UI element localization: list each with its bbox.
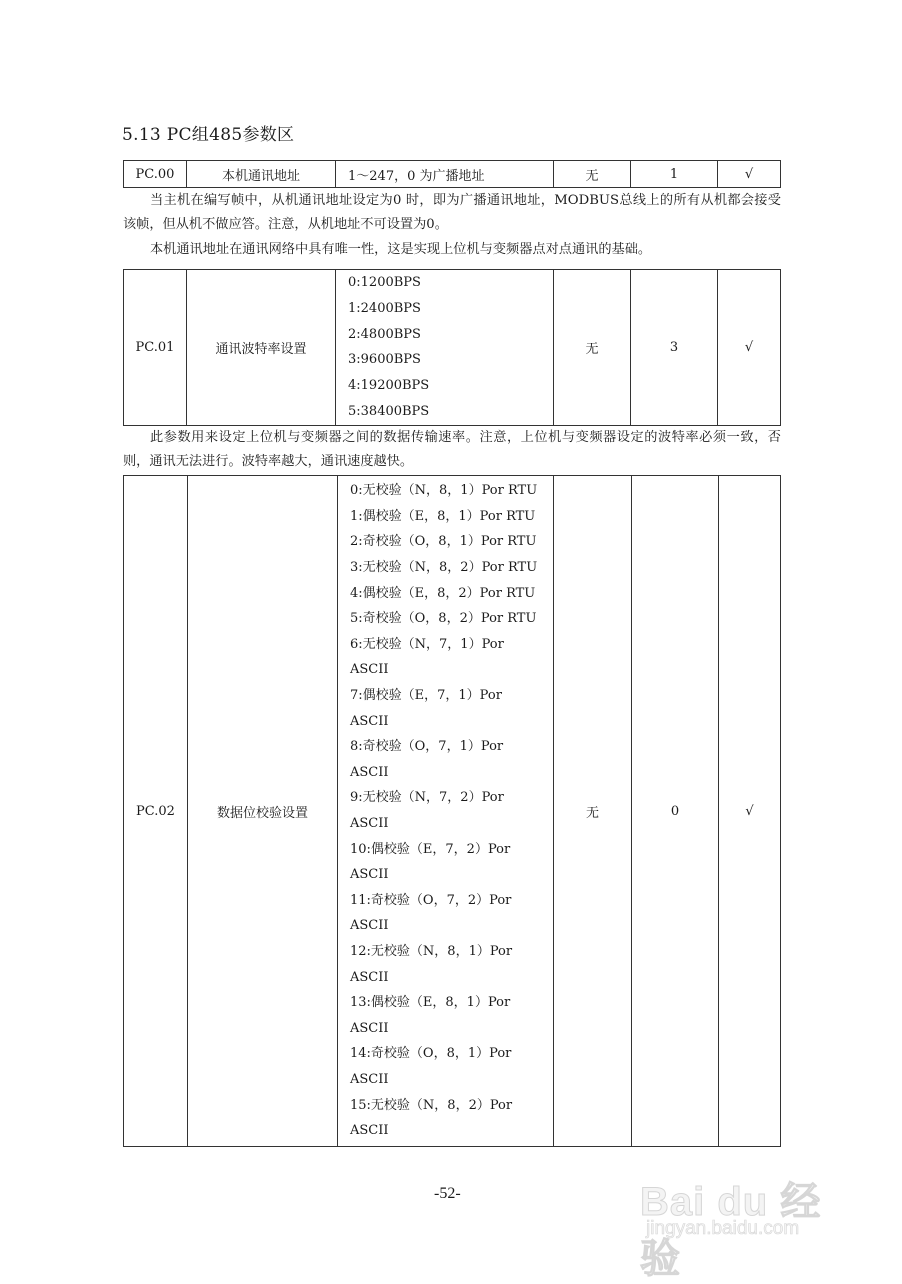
option-item: 2:4800BPS [348, 326, 421, 342]
param-unit: 无 [554, 476, 632, 1147]
option-item: 4:19200BPS [348, 378, 430, 394]
paragraph-pc00-note1: 当主机在编写帧中，从机通讯地址设定为0 时，即为广播通讯地址，MODBUS总线上的所有从机都会接受该帧，但从机不做应答。注意，从机地址不可设置为0。 [123, 193, 781, 232]
section-heading: 5.13 PC组485参数区 [122, 125, 295, 145]
option-item: 11:奇校验（O，7，2）Por [350, 892, 512, 908]
option-item: 2:奇校验（O，8，1）Por RTU [350, 534, 537, 550]
param-table-pc02 [123, 475, 781, 1147]
param-name: 本机通讯地址 [187, 161, 336, 188]
option-item: 6:无校验（N，7，1）Por [350, 636, 504, 652]
option-item: ASCII [350, 867, 389, 883]
option-item: ASCII [350, 1123, 389, 1139]
param-modifiable: √ [718, 270, 781, 426]
paragraph-pc01-note: 此参数用来设定上位机与变频器之间的数据传输速率。注意，上位机与变频器设定的波特率必须一致，否则，通讯无法进行。波特率越大，通讯速度越快。 [123, 430, 781, 469]
option-item: 0:1200BPS [348, 275, 421, 290]
option-item: ASCII [350, 662, 389, 678]
param-name: 通讯波特率设置 [187, 270, 336, 426]
option-item: 13:偶校验（E，8，1）Por [350, 995, 511, 1011]
option-item: 9:无校验（N，7，2）Por [350, 790, 504, 806]
param-code: PC.00 [124, 161, 187, 188]
param-table-pc00 [123, 160, 781, 188]
param-table-pc01 [123, 269, 781, 426]
option-item: ASCII [350, 764, 389, 780]
table-row [124, 161, 781, 188]
watermark-url: jingyan.baidu.com [646, 1218, 800, 1239]
option-item: 3:无校验（N，8，2）Por RTU [350, 560, 538, 576]
option-item: ASCII [350, 1020, 389, 1036]
watermark-logo: Bai du 经验 [640, 1180, 822, 1281]
table-row [124, 270, 781, 426]
option-item: 10:偶校验（E，7，2）Por [350, 841, 511, 857]
baidu-jingyan-watermark [640, 1170, 860, 1281]
option-item: ASCII [350, 918, 389, 934]
option-item: ASCII [350, 1071, 389, 1087]
option-item: 8:奇校验（O，7，1）Por [350, 739, 504, 755]
paragraph-pc00-note2: 本机通讯地址在通讯网络中具有唯一性，这是实现上位机与变频器点对点通讯的基础。 [150, 242, 652, 257]
option-item: ASCII [350, 816, 389, 831]
option-item: ASCII [350, 969, 389, 985]
param-default: 1 [631, 161, 718, 188]
option-item: 5:38400BPS [348, 403, 430, 419]
option-item: ASCII [350, 713, 389, 729]
table-row [124, 476, 781, 1147]
page-number: -52- [434, 1185, 461, 1202]
param-unit: 无 [554, 270, 631, 426]
param-code: PC.02 [124, 476, 188, 1147]
param-modifiable: √ [718, 161, 781, 188]
option-item: 14:奇校验（O，8，1）Por [350, 1046, 512, 1062]
option-item: 0:无校验（N，8，1）Por RTU [350, 483, 538, 499]
option-item: 1:偶校验（E，8，1）Por RTU [350, 508, 536, 524]
option-item: 15:无校验（N，8，2）Por [350, 1097, 513, 1113]
param-default: 0 [632, 476, 719, 1147]
option-item: 7:偶校验（E，7，1）Por [350, 688, 502, 704]
param-modifiable: √ [719, 476, 781, 1147]
param-unit: 无 [554, 161, 631, 188]
option-item: 4:偶校验（E，8，2）Por RTU [350, 585, 536, 601]
option-item: 1:2400BPS [348, 300, 421, 316]
option-item: 3:9600BPS [348, 352, 421, 368]
param-default: 3 [631, 270, 718, 426]
param-range: 1～247，0 为广播地址 [336, 161, 554, 188]
param-options [336, 270, 554, 426]
option-item: 5:奇校验（O，8，2）Por RTU [350, 611, 537, 627]
option-item: 12:无校验（N，8，1）Por [350, 943, 513, 959]
param-name: 数据位校验设置 [188, 476, 338, 1147]
param-options [338, 476, 554, 1147]
param-code: PC.01 [124, 270, 187, 426]
